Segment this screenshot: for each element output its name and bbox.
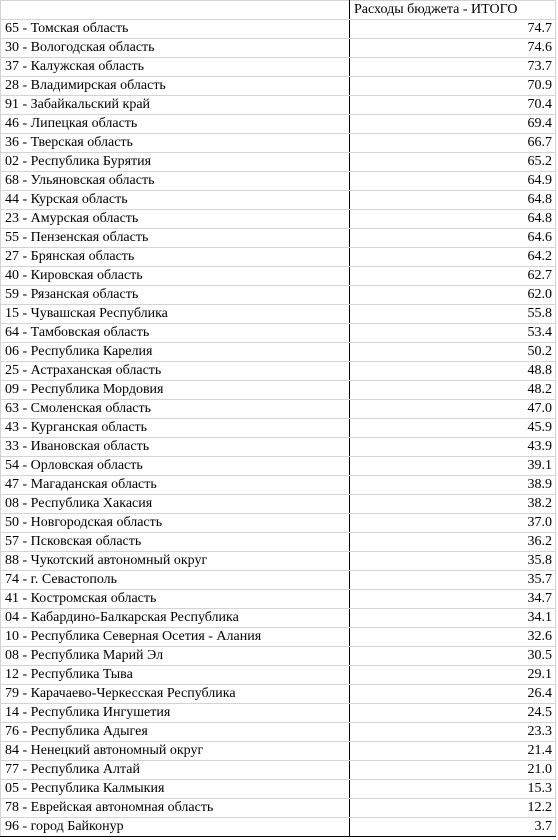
- region-name-cell[interactable]: 65 - Томская область: [1, 20, 350, 39]
- budget-value-cell[interactable]: 36.2: [350, 533, 556, 552]
- region-name-cell[interactable]: 14 - Республика Ингушетия: [1, 704, 350, 723]
- table-row: [1, 172, 556, 191]
- region-name-cell[interactable]: 59 - Рязанская область: [1, 286, 350, 305]
- budget-value-cell[interactable]: 74.7: [350, 20, 556, 39]
- table-row: [1, 552, 556, 571]
- budget-value-cell[interactable]: 47.0: [350, 400, 556, 419]
- budget-value-cell[interactable]: 43.9: [350, 438, 556, 457]
- table-row: [1, 153, 556, 172]
- table-row: [1, 495, 556, 514]
- region-name-cell[interactable]: 84 - Ненецкий автономный округ: [1, 742, 350, 761]
- table-row: [1, 77, 556, 96]
- region-name-cell[interactable]: 36 - Тверская область: [1, 134, 350, 153]
- budget-value-cell[interactable]: 64.8: [350, 210, 556, 229]
- region-name-cell[interactable]: 40 - Кировская область: [1, 267, 350, 286]
- region-name-cell[interactable]: 25 - Астраханская область: [1, 362, 350, 381]
- budget-value-cell[interactable]: 48.8: [350, 362, 556, 381]
- region-name-cell[interactable]: 54 - Орловская область: [1, 457, 350, 476]
- budget-value-cell[interactable]: 38.2: [350, 495, 556, 514]
- table-row: [1, 248, 556, 267]
- table-row: [1, 742, 556, 761]
- budget-value-cell[interactable]: 45.9: [350, 419, 556, 438]
- table-row: [1, 514, 556, 533]
- budget-value-cell[interactable]: 39.1: [350, 457, 556, 476]
- budget-value-cell[interactable]: 70.4: [350, 96, 556, 115]
- table-row: [1, 438, 556, 457]
- table-row: [1, 400, 556, 419]
- table-row: [1, 590, 556, 609]
- budget-value-cell[interactable]: 53.4: [350, 324, 556, 343]
- header-cell-budget-total[interactable]: Расходы бюджета - ИТОГО: [350, 1, 556, 20]
- budget-value-cell[interactable]: 70.9: [350, 77, 556, 96]
- budget-value-cell[interactable]: 21.4: [350, 742, 556, 761]
- table-row: [1, 343, 556, 362]
- budget-value-cell[interactable]: 35.7: [350, 571, 556, 590]
- budget-value-cell[interactable]: 34.7: [350, 590, 556, 609]
- table-row: [1, 723, 556, 742]
- budget-value-cell[interactable]: 3.7: [350, 818, 556, 837]
- table-row: [1, 799, 556, 818]
- table-row: [1, 533, 556, 552]
- table-row: [1, 761, 556, 780]
- budget-value-cell[interactable]: 64.8: [350, 191, 556, 210]
- budget-value-cell[interactable]: 35.8: [350, 552, 556, 571]
- region-name-cell[interactable]: 77 - Республика Алтай: [1, 761, 350, 780]
- header-cell-region[interactable]: [1, 1, 350, 20]
- budget-value-cell[interactable]: 24.5: [350, 704, 556, 723]
- region-name-cell[interactable]: 30 - Вологодская область: [1, 39, 350, 58]
- region-name-cell[interactable]: 63 - Смоленская область: [1, 400, 350, 419]
- region-name-cell[interactable]: 08 - Республика Хакасия: [1, 495, 350, 514]
- table-row: [1, 571, 556, 590]
- region-name-cell[interactable]: 64 - Тамбовская область: [1, 324, 350, 343]
- budget-value-cell[interactable]: 62.7: [350, 267, 556, 286]
- table-row: [1, 647, 556, 666]
- region-name-cell[interactable]: 33 - Ивановская область: [1, 438, 350, 457]
- region-name-cell[interactable]: 74 - г. Севастополь: [1, 571, 350, 590]
- table-row: [1, 39, 556, 58]
- spreadsheet-body: [1, 1, 556, 837]
- table-row: [1, 286, 556, 305]
- region-name-cell[interactable]: 08 - Республика Марий Эл: [1, 647, 350, 666]
- table-row: [1, 419, 556, 438]
- region-name-cell[interactable]: 06 - Республика Карелия: [1, 343, 350, 362]
- budget-value-cell[interactable]: 50.2: [350, 343, 556, 362]
- region-name-cell[interactable]: 27 - Брянская область: [1, 248, 350, 267]
- budget-value-cell[interactable]: 26.4: [350, 685, 556, 704]
- region-name-cell[interactable]: 68 - Ульяновская область: [1, 172, 350, 191]
- budget-value-cell[interactable]: 48.2: [350, 381, 556, 400]
- budget-value-cell[interactable]: 34.1: [350, 609, 556, 628]
- budget-value-cell[interactable]: 29.1: [350, 666, 556, 685]
- region-name-cell[interactable]: 05 - Республика Калмыкия: [1, 780, 350, 799]
- table-row: [1, 305, 556, 324]
- region-name-cell[interactable]: 04 - Кабардино-Балкарская Республика: [1, 609, 350, 628]
- budget-value-cell[interactable]: 12.2: [350, 799, 556, 818]
- region-name-cell[interactable]: 37 - Калужская область: [1, 58, 350, 77]
- budget-value-cell[interactable]: 37.0: [350, 514, 556, 533]
- region-name-cell[interactable]: 28 - Владимирская область: [1, 77, 350, 96]
- budget-value-cell[interactable]: 55.8: [350, 305, 556, 324]
- table-row: [1, 267, 556, 286]
- table-row: [1, 666, 556, 685]
- budget-value-cell[interactable]: 74.6: [350, 39, 556, 58]
- table-row: [1, 362, 556, 381]
- region-name-cell[interactable]: 10 - Республика Северная Осетия - Алания: [1, 628, 350, 647]
- region-name-cell[interactable]: 76 - Республика Адыгея: [1, 723, 350, 742]
- region-name-cell[interactable]: 43 - Курганская область: [1, 419, 350, 438]
- budget-value-cell[interactable]: 66.7: [350, 134, 556, 153]
- table-row: [1, 324, 556, 343]
- table-row: [1, 476, 556, 495]
- table-row: [1, 609, 556, 628]
- table-row: [1, 628, 556, 647]
- table-row: [1, 191, 556, 210]
- table-row: [1, 818, 556, 837]
- region-name-cell[interactable]: 02 - Республика Бурятия: [1, 153, 350, 172]
- table-row: [1, 115, 556, 134]
- budget-value-cell[interactable]: 23.3: [350, 723, 556, 742]
- table-row: [1, 457, 556, 476]
- region-name-cell[interactable]: 15 - Чувашская Республика: [1, 305, 350, 324]
- region-name-cell[interactable]: 91 - Забайкальский край: [1, 96, 350, 115]
- budget-value-cell[interactable]: 15.3: [350, 780, 556, 799]
- budget-value-cell[interactable]: 64.9: [350, 172, 556, 191]
- budget-value-cell[interactable]: 32.6: [350, 628, 556, 647]
- region-name-cell[interactable]: 50 - Новгородская область: [1, 514, 350, 533]
- budget-value-cell[interactable]: 64.6: [350, 229, 556, 248]
- table-row: [1, 780, 556, 799]
- budget-value-cell[interactable]: 65.2: [350, 153, 556, 172]
- table-row: [1, 210, 556, 229]
- table-row: [1, 58, 556, 77]
- region-name-cell[interactable]: 44 - Курская область: [1, 191, 350, 210]
- region-name-cell[interactable]: 57 - Псковская область: [1, 533, 350, 552]
- header-row: [1, 1, 556, 20]
- table-row: [1, 96, 556, 115]
- table-row: [1, 704, 556, 723]
- region-name-cell[interactable]: 41 - Костромская область: [1, 590, 350, 609]
- region-name-cell[interactable]: 88 - Чукотский автономный округ: [1, 552, 350, 571]
- table-row: [1, 134, 556, 153]
- budget-value-cell[interactable]: 64.2: [350, 248, 556, 267]
- table-row: [1, 685, 556, 704]
- region-name-cell[interactable]: 79 - Карачаево-Черкесская Республика: [1, 685, 350, 704]
- budget-value-cell[interactable]: 30.5: [350, 647, 556, 666]
- budget-value-cell[interactable]: 21.0: [350, 761, 556, 780]
- table-row: [1, 229, 556, 248]
- region-name-cell[interactable]: 47 - Магаданская область: [1, 476, 350, 495]
- table-row: [1, 381, 556, 400]
- budget-value-cell[interactable]: 62.0: [350, 286, 556, 305]
- budget-value-cell[interactable]: 73.7: [350, 58, 556, 77]
- region-name-cell[interactable]: 55 - Пензенская область: [1, 229, 350, 248]
- region-name-cell[interactable]: 23 - Амурская область: [1, 210, 350, 229]
- region-name-cell[interactable]: 96 - город Байконур: [1, 818, 350, 837]
- region-name-cell[interactable]: 46 - Липецкая область: [1, 115, 350, 134]
- region-name-cell[interactable]: 12 - Республика Тыва: [1, 666, 350, 685]
- region-name-cell[interactable]: 09 - Республика Мордовия: [1, 381, 350, 400]
- table-row: [1, 20, 556, 39]
- budget-value-cell[interactable]: 69.4: [350, 115, 556, 134]
- region-name-cell[interactable]: 78 - Еврейская автономная область: [1, 799, 350, 818]
- budget-value-cell[interactable]: 38.9: [350, 476, 556, 495]
